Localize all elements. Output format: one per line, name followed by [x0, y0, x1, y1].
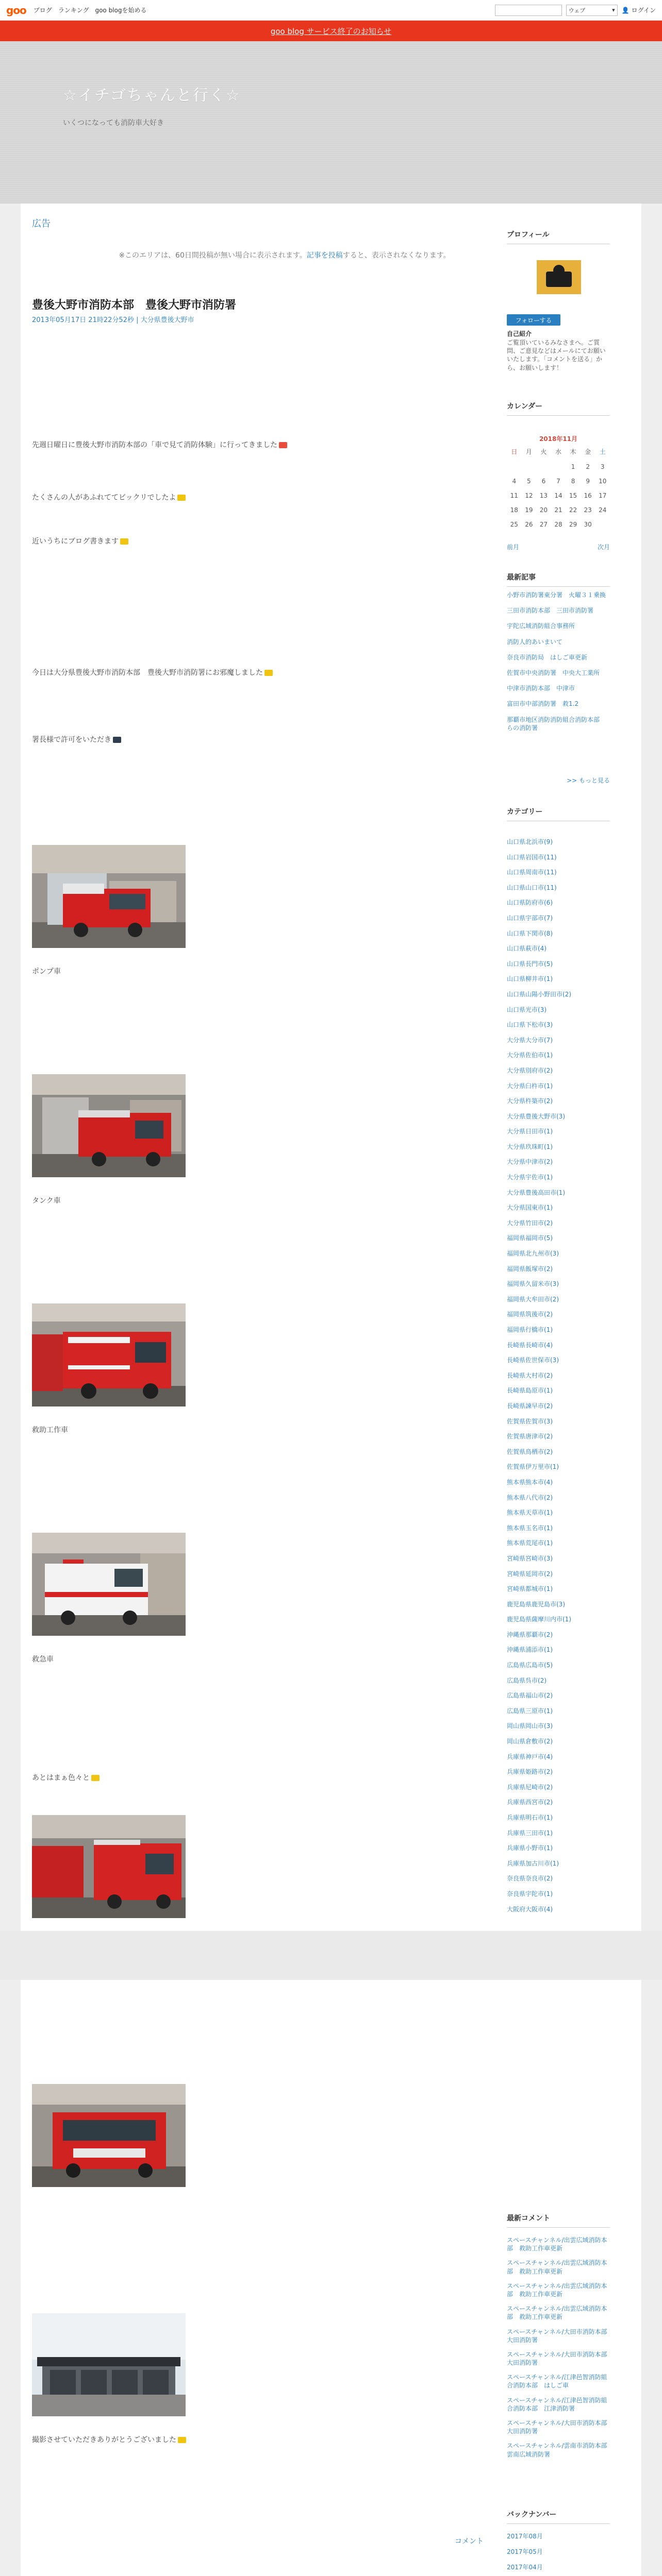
- calendar-day: 25: [510, 521, 518, 528]
- goo-links: [34, 6, 147, 14]
- category-link[interactable]: 岡山県倉敷市(2): [507, 1738, 553, 1745]
- smile-emoji-icon: [264, 670, 273, 676]
- category-link[interactable]: 山口県光市(3): [507, 1006, 547, 1013]
- calendar-weekday: 月: [525, 448, 532, 455]
- goo-link-start[interactable]: goo blogを始める: [95, 7, 147, 14]
- notice-bar: [0, 21, 662, 41]
- profile-text: ご覧頂いているみなさまへ。ご質問、ご意見などはメールにてお願いいたします。「コメントを送る」から、お願いします！: [507, 339, 606, 371]
- ad-note: [63, 250, 506, 260]
- sparkle-emoji-icon: [177, 495, 186, 501]
- recent-comments-list: [507, 2236, 614, 2465]
- category-link[interactable]: 山口県宇部市(7): [507, 914, 553, 922]
- category-link[interactable]: 大分県豊後高田市(1): [507, 1189, 565, 1196]
- calendar-grid: [507, 447, 610, 535]
- backnumber-link[interactable]: 2017年08月: [507, 2533, 543, 2540]
- category-link[interactable]: 福岡県行橋市(1): [507, 1326, 553, 1333]
- category-link[interactable]: 宮崎県延岡市(2): [507, 1570, 553, 1578]
- backnumber-link[interactable]: 2017年04月: [507, 2564, 543, 2571]
- calendar-day: 8: [571, 478, 575, 485]
- category-link[interactable]: 鹿児島県薩摩川内市(1): [507, 1616, 571, 1623]
- category-link[interactable]: 兵庫県神戸市(4): [507, 1753, 553, 1760]
- calendar-day: 9: [586, 478, 590, 485]
- recent-entry-link[interactable]: 奈良市消防局 はしご車更新: [507, 653, 588, 661]
- calendar-day: 3: [600, 463, 605, 470]
- category-link[interactable]: 山口県下松市(3): [507, 1021, 553, 1029]
- calendar-day: 30: [584, 521, 592, 528]
- photo-rescue-vehicle[interactable]: [32, 1303, 186, 1406]
- photo-fire-station[interactable]: [32, 2313, 186, 2416]
- calendar-day: 6: [541, 478, 546, 485]
- calendar-weekday: 木: [570, 448, 576, 455]
- photo-mini-pumper[interactable]: [32, 1815, 186, 1918]
- goo-top-bar: [0, 0, 662, 21]
- mini-pumper-image: [32, 1815, 186, 1918]
- calendar-day: 12: [525, 492, 533, 499]
- sparkle-emoji-icon: [120, 538, 128, 545]
- category-link[interactable]: 佐賀県唐津市(2): [507, 1433, 553, 1440]
- calendar-day: 14: [554, 492, 562, 499]
- ad-note-pre: ※このエリアは、60日間投稿が無い場合に表示されます。: [119, 251, 307, 260]
- recent-comment-link[interactable]: スペースチャンネル/江津邑智消防組合消防本部 江津消防署: [507, 2396, 607, 2412]
- recent-entry-link[interactable]: 三田市消防本部 三田市消防署: [507, 607, 594, 615]
- category-link[interactable]: 山口県萩市(4): [507, 945, 547, 953]
- category-heading: カテゴリー: [507, 806, 610, 821]
- calendar-nav: [507, 543, 610, 551]
- recent-entry-link[interactable]: 富田市中部消防署 救1.2: [507, 700, 579, 708]
- calendar-day: 27: [539, 521, 548, 528]
- category-link[interactable]: 福岡県飯塚市(2): [507, 1265, 553, 1273]
- goo-link-ranking[interactable]: ランキング: [58, 7, 89, 14]
- user-icon: 👤: [621, 6, 630, 14]
- calendar-day: 22: [569, 506, 577, 514]
- category-link[interactable]: 大分県国東市(1): [507, 1204, 553, 1212]
- comment-link[interactable]: コメント: [455, 2537, 484, 2546]
- category-link[interactable]: 佐賀県伊万里市(1): [507, 1463, 559, 1471]
- category-link[interactable]: 沖縄県那覇市(2): [507, 1631, 553, 1638]
- goo-logo[interactable]: goo: [6, 4, 26, 16]
- search-scope-select[interactable]: [566, 5, 618, 16]
- photo-caption: 救急車: [32, 1655, 54, 1664]
- category-link[interactable]: 福岡県福岡市(5): [507, 1234, 553, 1242]
- entry-paragraph: 近いうちにブログ書きます: [32, 536, 128, 546]
- calendar-prev-link[interactable]: 前月: [507, 544, 520, 551]
- recent-comment-link[interactable]: スペースチャンネル/大田市消防本部 大田消防署: [507, 2419, 614, 2435]
- category-link[interactable]: 大分県豊後大野市(3): [507, 1112, 565, 1120]
- category-link[interactable]: 大分県別府市(2): [507, 1066, 553, 1074]
- entry-paragraph: たくさんの人があふれててビックリでしたよ: [32, 492, 186, 502]
- calendar-day: [522, 463, 537, 470]
- search-input[interactable]: [495, 5, 562, 16]
- category-link[interactable]: 山口県北浜市(9): [507, 838, 553, 845]
- photo-tank-truck[interactable]: [32, 1074, 186, 1177]
- category-link[interactable]: 大分県宇佐市(1): [507, 1174, 553, 1181]
- follow-button[interactable]: フォローする: [507, 314, 560, 326]
- entry-paragraph: 今日は大分県豊後大野市消防本部 豊後大野市消防署にお邪魔しました: [32, 667, 273, 677]
- entry-category-link[interactable]: 大分県豊後大野市: [140, 316, 194, 324]
- avatar[interactable]: [537, 260, 581, 294]
- scroll-overlap-band: [0, 1931, 662, 1980]
- category-link[interactable]: 熊本県玉名市(1): [507, 1524, 553, 1532]
- camera-emoji-icon: [113, 737, 121, 743]
- calendar-day: 21: [554, 506, 562, 514]
- avatar-image: [537, 260, 581, 294]
- category-link[interactable]: 山口県下関市(8): [507, 929, 553, 937]
- category-link[interactable]: 兵庫県尼崎市(2): [507, 1783, 553, 1791]
- calendar-next-link[interactable]: 次月: [597, 544, 610, 551]
- category-link[interactable]: 岡山県岡山市(3): [507, 1722, 553, 1730]
- recent-entry-link[interactable]: 小野市消防署東分署 火曜３１乗換: [507, 591, 606, 599]
- content-wrap: [21, 204, 641, 2576]
- calendar-day: 15: [569, 492, 577, 499]
- category-link[interactable]: 長崎県島原市(1): [507, 1387, 553, 1395]
- photo-ambulance[interactable]: [32, 1533, 186, 1636]
- photo-caption: あとはまぁ色々と: [32, 1772, 100, 1783]
- category-link[interactable]: 大分県竹田市(2): [507, 1219, 553, 1227]
- calendar: [507, 434, 610, 551]
- category-list: [507, 835, 610, 1917]
- category-link[interactable]: 長崎県長崎市(4): [507, 1341, 553, 1349]
- category-link[interactable]: 大分県中津市(2): [507, 1158, 553, 1166]
- fire-station-image: [32, 2313, 186, 2416]
- category-link[interactable]: 長崎県大村市(2): [507, 1371, 553, 1379]
- sparkle-emoji-icon: [91, 1775, 100, 1781]
- calendar-weekday: 土: [599, 448, 606, 455]
- category-link[interactable]: 福岡県筑後市(2): [507, 1311, 553, 1318]
- search-scope-value: ウェブ: [568, 7, 586, 14]
- category-link[interactable]: 広島県福山市(2): [507, 1692, 553, 1700]
- recent-comment-link[interactable]: スペースチャンネル/雲南市消防本部 雲南広域消防署: [507, 2442, 614, 2458]
- category-link[interactable]: 福岡県久留米市(3): [507, 1280, 559, 1288]
- photo-caption: 救助工作車: [32, 1426, 68, 1434]
- entry-paragraph: 署長様で許可をいただき: [32, 734, 121, 744]
- category-link[interactable]: 熊本県熊本市(4): [507, 1478, 553, 1486]
- pumper-front-image: [32, 2084, 186, 2187]
- goo-link-blog[interactable]: ブログ: [33, 7, 52, 14]
- recent-entry-link[interactable]: 消防人的あいまいて: [507, 638, 563, 646]
- blog-subtitle: いくつになっても消防車大好き: [63, 119, 164, 127]
- recent-comment-link[interactable]: スペースチャンネル/出雲広域消防本部 救助工作車更新: [507, 2236, 607, 2252]
- recent-comment-link[interactable]: スペースチャンネル/大田市消防本部 大田消防署: [507, 2328, 614, 2344]
- service-end-notice-link[interactable]: goo blog サービス終了のお知らせ: [270, 26, 392, 36]
- post-article-link[interactable]: 記事を投稿: [306, 251, 343, 260]
- category-link[interactable]: 熊本県荒尾市(1): [507, 1539, 553, 1547]
- calendar-day: 28: [554, 521, 562, 528]
- category-link[interactable]: 宮崎県都城市(1): [507, 1585, 553, 1593]
- category-link[interactable]: 兵庫県加古川市(1): [507, 1859, 559, 1867]
- entry-paragraph: 先週日曜日に豊後大野市消防本部の「車で見て消防体験」に行ってきました: [32, 439, 287, 450]
- category-link[interactable]: 兵庫県明石市(1): [507, 1814, 553, 1821]
- calendar-day: 11: [510, 492, 518, 499]
- category-link[interactable]: 広島県呉市(2): [507, 1676, 547, 1684]
- calendar-weekday: 日: [511, 448, 518, 455]
- calendar-day: 2: [586, 463, 590, 470]
- category-link[interactable]: 山口県周南市(11): [507, 869, 557, 876]
- calendar-day: 29: [569, 521, 577, 528]
- photo-caption: ポンプ車: [32, 968, 61, 976]
- calendar-day: 20: [539, 506, 548, 514]
- tank-truck-image: [32, 1074, 186, 1177]
- photo-pumper-front[interactable]: [32, 2084, 186, 2187]
- entry-closing: 撮影させていただきありがとうございました: [32, 2434, 186, 2445]
- photo-pump-truck[interactable]: [32, 845, 186, 948]
- blog-header: [0, 41, 662, 204]
- calendar-weekday: 火: [540, 448, 547, 455]
- ad-label: 広告: [32, 218, 51, 229]
- category-link[interactable]: 山口県岩国市(11): [507, 853, 557, 861]
- calendar-day: 24: [599, 506, 607, 514]
- recent-comment-link[interactable]: スペースチャンネル/出雲広域消防本部 救助工作車更新: [507, 2259, 607, 2275]
- category-link[interactable]: 兵庫県小野市(1): [507, 1844, 553, 1852]
- calendar-day: 1: [571, 463, 575, 470]
- ambulance-image: [32, 1533, 186, 1636]
- category-link[interactable]: 兵庫県姫路市(2): [507, 1768, 553, 1776]
- calendar-day: 10: [599, 478, 607, 485]
- recent-list: [507, 591, 610, 739]
- profile-name: 自己紹介: [507, 330, 532, 337]
- calendar-weekday: 金: [585, 448, 591, 455]
- category-link[interactable]: 奈良県宇陀市(1): [507, 1890, 553, 1897]
- ad-note-post: すると、表示されなくなります。: [342, 251, 451, 260]
- calendar-day: 4: [512, 478, 517, 485]
- recent-comments-heading: 最新コメント: [507, 2213, 610, 2228]
- category-link[interactable]: 大分県臼杵市(1): [507, 1082, 553, 1090]
- category-link[interactable]: 兵庫県西宮市(2): [507, 1799, 553, 1806]
- category-link[interactable]: 熊本県八代市(2): [507, 1494, 553, 1501]
- category-link[interactable]: 山口県山陽小野田市(2): [507, 990, 571, 998]
- category-link[interactable]: 宮崎県宮崎市(3): [507, 1554, 553, 1562]
- entry-meta: 2013年05月17日 21時22分52秒 | 大分県豊後大野市: [32, 316, 194, 324]
- category-link[interactable]: 山口県防府市(6): [507, 899, 553, 907]
- entry-date: 2013年05月17日 21時22分52秒: [32, 316, 134, 324]
- recent-entry-link[interactable]: 中津市消防本部 中津市: [507, 685, 575, 692]
- calendar-day: 18: [510, 506, 518, 514]
- backnumber-link[interactable]: 2017年05月: [507, 2548, 543, 2556]
- backnumber-list: [507, 2532, 610, 2576]
- recent-comment-link[interactable]: スペースチャンネル/出雲広域消防本部 救助工作車更新: [507, 2282, 607, 2298]
- calendar-day: 26: [525, 521, 533, 528]
- recent-entry-link[interactable]: 佐賀市中央消防署 中央大工業所: [507, 669, 600, 676]
- calendar-heading: カレンダー: [507, 401, 610, 416]
- calendar-day: 16: [584, 492, 592, 499]
- pump-truck-image: [32, 845, 186, 948]
- calendar-day: 23: [584, 506, 592, 514]
- chevron-down-icon: ▾: [612, 7, 615, 13]
- category-link[interactable]: 福岡県北九州市(3): [507, 1250, 559, 1258]
- calendar-day: 5: [527, 478, 531, 485]
- calendar-day: [595, 521, 610, 528]
- blog-title[interactable]: ☆イチゴちゃんと行く☆: [63, 87, 241, 105]
- category-link[interactable]: 佐賀県鳥栖市(2): [507, 1448, 553, 1455]
- calendar-day: [551, 463, 566, 470]
- category-link[interactable]: 大阪府大阪市(4): [507, 1905, 553, 1913]
- calendar-day: [536, 463, 551, 470]
- fire-truck-emoji-icon: [279, 442, 287, 448]
- login-label: ログイン: [631, 7, 656, 14]
- profile-heading: プロフィール: [507, 229, 610, 244]
- calendar-day: [507, 463, 522, 470]
- entry-title[interactable]: 豊後大野市消防本部 豊後大野市消防署: [32, 299, 237, 312]
- category-link[interactable]: 熊本県天草市(1): [507, 1509, 553, 1517]
- category-link[interactable]: 奈良県奈良市(2): [507, 1875, 553, 1883]
- calendar-day: 17: [599, 492, 607, 499]
- category-link[interactable]: 福岡県大牟田市(2): [507, 1295, 559, 1303]
- category-link[interactable]: 山口県長門市(5): [507, 960, 553, 968]
- recent-entry-link[interactable]: 宇陀広域消防組合事務所: [507, 622, 575, 630]
- calendar-day: 7: [556, 478, 560, 485]
- calendar-day: 13: [539, 492, 548, 499]
- login-button[interactable]: [622, 6, 656, 14]
- rescue-vehicle-image: [32, 1303, 186, 1406]
- category-link[interactable]: 山口県柳井市(1): [507, 975, 553, 983]
- category-link[interactable]: 広島県広島市(5): [507, 1662, 553, 1669]
- recent-more-link[interactable]: >> もっと見る: [567, 777, 610, 784]
- smile-emoji-icon: [178, 2437, 186, 2443]
- category-link[interactable]: 広島県三原市(1): [507, 1707, 553, 1715]
- category-link[interactable]: 大分県佐伯市(1): [507, 1052, 553, 1059]
- category-link[interactable]: 大分県玖珠町(1): [507, 1143, 553, 1150]
- category-link[interactable]: 佐賀県佐賀市(3): [507, 1417, 553, 1425]
- recent-comment-link[interactable]: スペースチャンネル/出雲広域消防本部 救助工作車更新: [507, 2305, 607, 2321]
- category-link[interactable]: 兵庫県三田市(1): [507, 1829, 553, 1837]
- calendar-weekday: 水: [555, 448, 561, 455]
- goo-right: [495, 5, 656, 16]
- calendar-day: 19: [525, 506, 533, 514]
- category-link[interactable]: 鹿児島県鹿児島市(3): [507, 1600, 565, 1608]
- category-link[interactable]: 山口県山口市(11): [507, 884, 557, 891]
- category-link[interactable]: 長崎県佐世保市(3): [507, 1357, 559, 1364]
- recent-comment-link[interactable]: スペースチャンネル/大田市消防本部 大田消防署: [507, 2350, 614, 2367]
- photo-caption: タンク車: [32, 1197, 61, 1205]
- category-link[interactable]: 沖縄県浦添市(1): [507, 1646, 553, 1654]
- category-link[interactable]: 大分県杵築市(2): [507, 1097, 553, 1105]
- category-link[interactable]: 大分県日田市(1): [507, 1128, 553, 1136]
- category-link[interactable]: 長崎県諫早市(2): [507, 1402, 553, 1410]
- recent-heading: 最新記事: [507, 572, 610, 587]
- calendar-title: 2018年11月: [539, 435, 578, 443]
- category-link[interactable]: 大分県大分市(7): [507, 1036, 553, 1044]
- recent-entry-link[interactable]: 那覇市地区消防消防組合消防本部 らの消防署: [507, 716, 606, 732]
- recent-comment-link[interactable]: スペースチャンネル/江津邑智消防組合消防本部 はしご車: [507, 2374, 607, 2389]
- backnumber-heading: バックナンバー: [507, 2509, 610, 2524]
